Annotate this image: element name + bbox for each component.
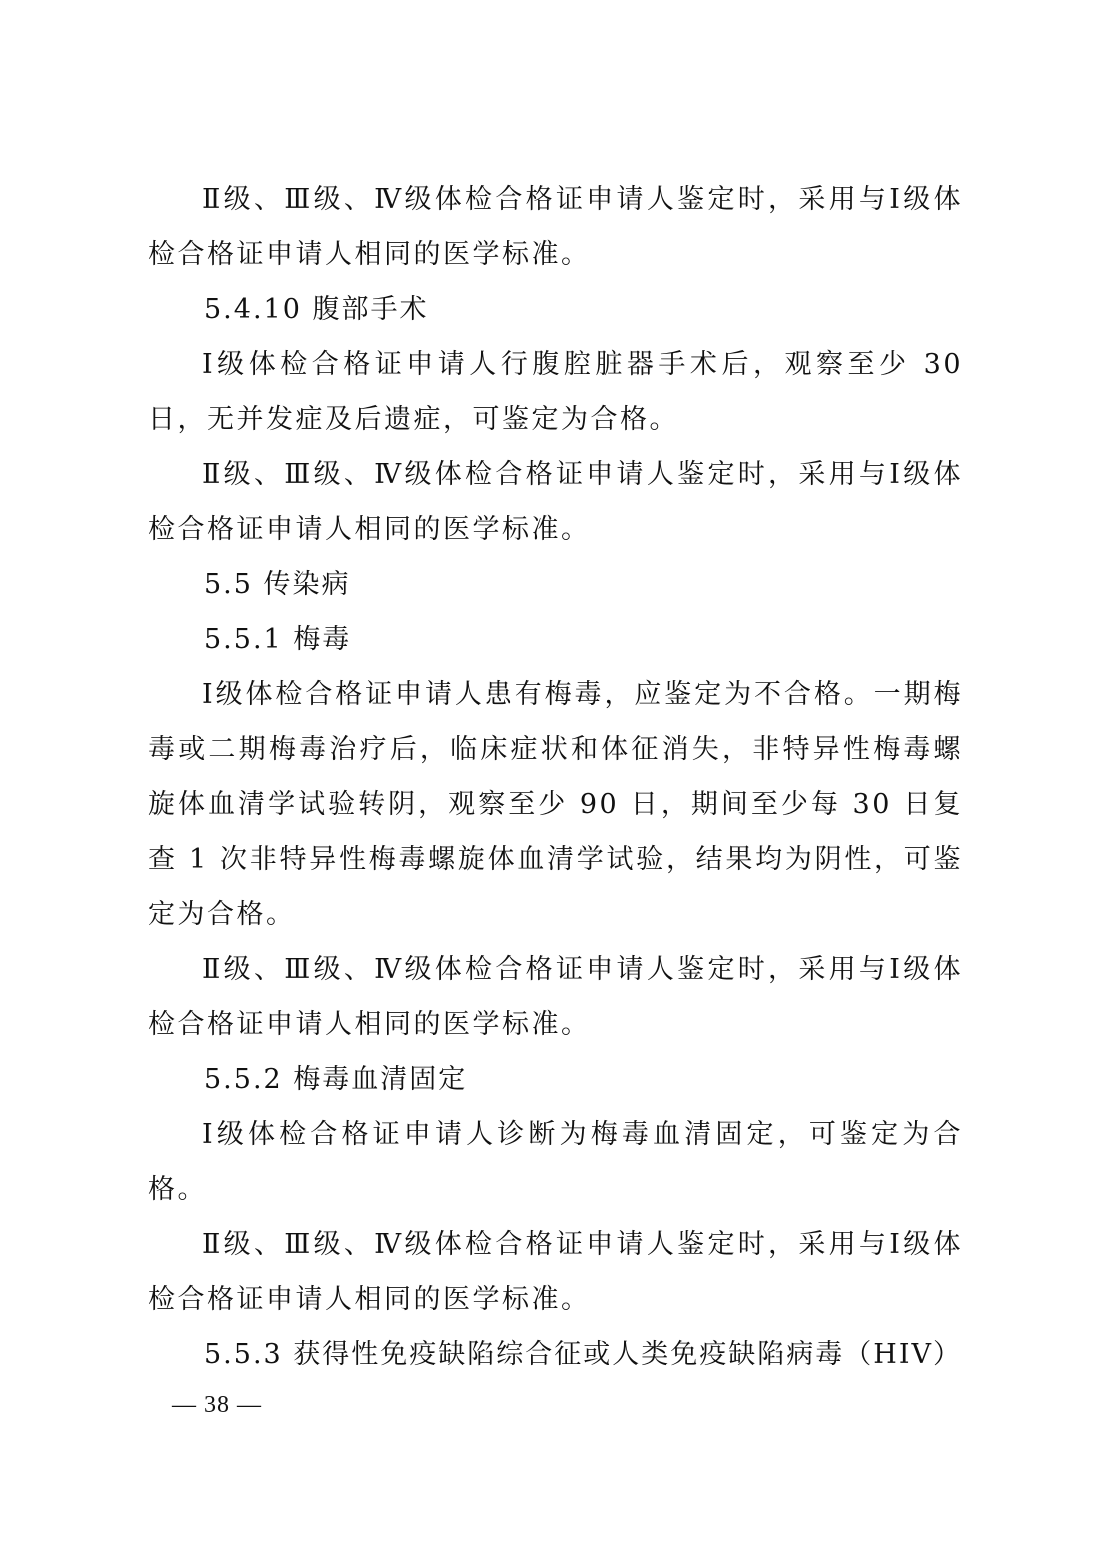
paragraph: Ⅱ级、Ⅲ级、Ⅳ级体检合格证申请人鉴定时，采用与Ⅰ级体检合格证申请人相同的医学标准。 xyxy=(148,184,963,270)
page-number: — 38 — xyxy=(172,1392,262,1418)
section-heading: 5.5.1 梅毒 xyxy=(204,624,352,655)
section-heading: 5.5.2 梅毒血清固定 xyxy=(204,1064,468,1095)
paragraph: Ⅰ级体检合格证申请人患有梅毒，应鉴定为不合格。一期梅毒或二期梅毒治疗后，临床症状和体征消失，非特异性梅毒螺旋体血清学试验转阴，观察至少 90 日，期间至少每 30 日复查 1 次非特异性梅毒螺旋体血清学试验，结果均为阴性，可鉴定为合格。 xyxy=(148,679,963,930)
section-heading: 5.4.10 腹部手术 xyxy=(204,294,429,325)
paragraph: Ⅰ级体检合格证申请人诊断为梅毒血清固定，可鉴定为合格。 xyxy=(148,1119,963,1205)
paragraph: Ⅱ级、Ⅲ级、Ⅳ级体检合格证申请人鉴定时，采用与Ⅰ级体检合格证申请人相同的医学标准。 xyxy=(148,954,963,1040)
section-heading: 5.5 传染病 xyxy=(204,569,351,600)
section-heading: 5.5.3 获得性免疫缺陷综合征或人类免疫缺陷病毒（HIV） xyxy=(204,1339,962,1370)
paragraph: Ⅱ级、Ⅲ级、Ⅳ级体检合格证申请人鉴定时，采用与Ⅰ级体检合格证申请人相同的医学标准。 xyxy=(148,1229,963,1315)
paragraph: Ⅱ级、Ⅲ级、Ⅳ级体检合格证申请人鉴定时，采用与Ⅰ级体检合格证申请人相同的医学标准。 xyxy=(148,459,963,545)
document-body xyxy=(148,172,963,1382)
paragraph: Ⅰ级体检合格证申请人行腹腔脏器手术后，观察至少 30 日，无并发症及后遗症，可鉴定为合格。 xyxy=(148,349,963,435)
